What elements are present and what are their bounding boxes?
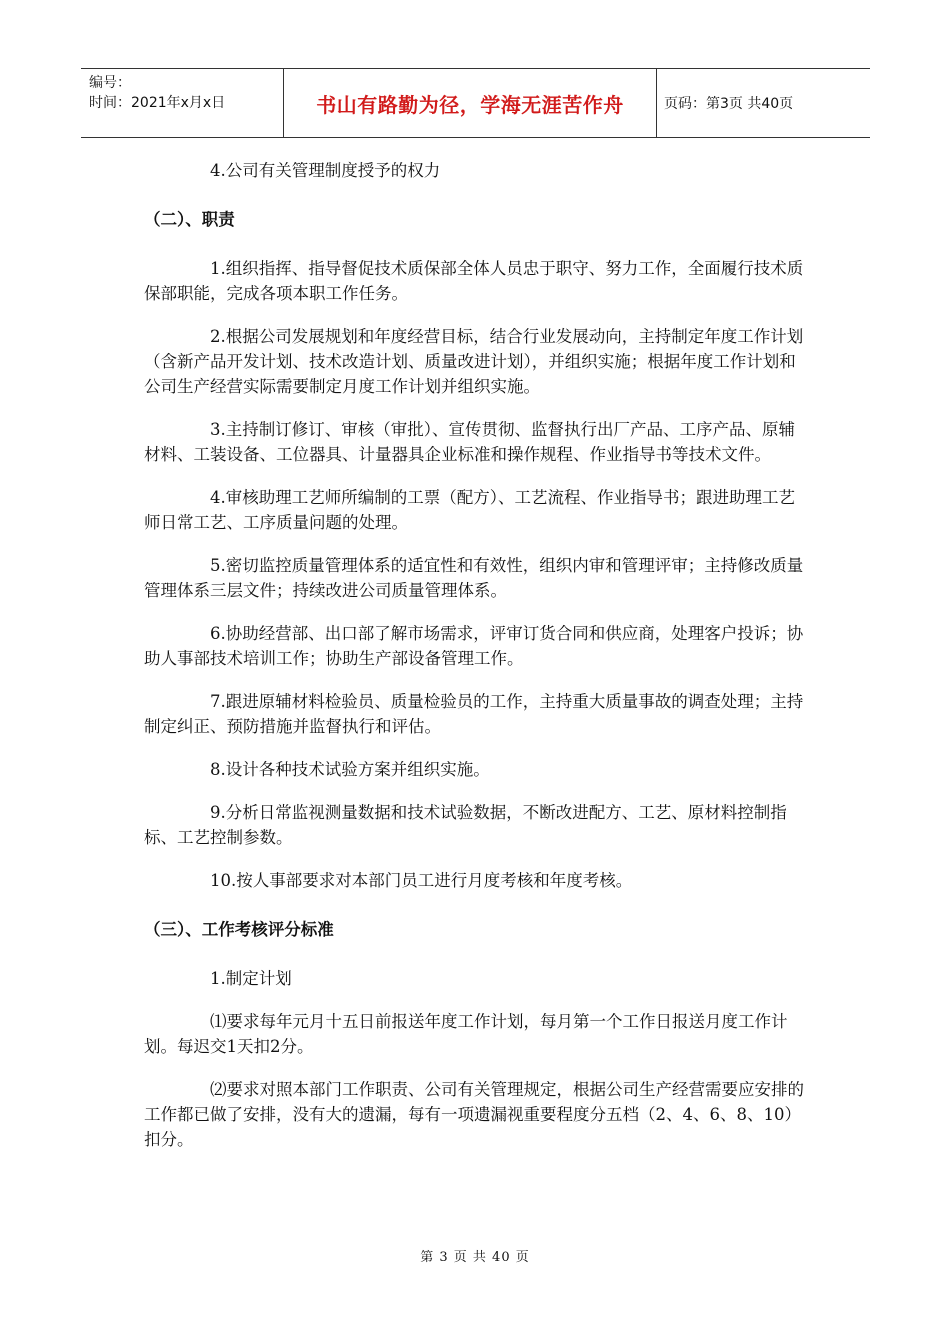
paragraph: 7.跟进原辅材料检验员、质量检验员的工作，主持重大质量事故的调查处理；主持制定纠正、预防措施并监督执行和评估。 [144, 692, 804, 736]
paragraph: 9.分析日常监视测量数据和技术试验数据，不断改进配方、工艺、原材料控制指标、工艺控制参数。 [144, 803, 787, 847]
section-heading: （三）、工作考核评分标准 [144, 920, 334, 939]
section-heading: （二）、职责 [144, 210, 235, 229]
header-meta [81, 69, 283, 137]
paragraph: 1.制定计划 [210, 969, 292, 988]
paragraph: 4.公司有关管理制度授予的权力 [210, 161, 441, 180]
header-motto: 书山有路勤为径，学海无涯苦作舟 [283, 69, 657, 137]
paragraph: 6.协助经营部、出口部了解市场需求，评审订货合同和供应商，处理客户投诉；协助人事部技术培训工作；协助生产部设备管理工作。 [144, 624, 804, 668]
paragraph: ⑴要求每年元月十五日前报送年度工作计划，每月第一个工作日报送月度工作计划。每迟交1天扣2分。 [144, 1012, 788, 1056]
date-line: 时间：2021年x月x日 [89, 95, 226, 111]
header-page-info: 页码：第3页 共40页 [664, 96, 794, 112]
paragraph: 3.主持制订修订、审核（审批）、宣传贯彻、监督执行出厂产品、工序产品、原辅材料、工装设备、工位器具、计量器具企业标准和操作规程、作业指导书等技术文件。 [144, 420, 795, 464]
document-header [81, 68, 870, 138]
paragraph: 1.组织指挥、指导督促技术质保部全体人员忠于职守、努力工作，全面履行技术质保部职能，完成各项本职工作任务。 [144, 259, 804, 303]
paragraph: 4.审核助理工艺师所编制的工票（配方）、工艺流程、作业指导书；跟进助理工艺师日常工艺、工序质量问题的处理。 [144, 488, 795, 532]
paragraph: ⑵要求对照本部门工作职责、公司有关管理规定，根据公司生产经营需要应安排的工作都已做了安排，没有大的遗漏，每有一项遗漏视重要程度分五档（2、4、6、8、10）扣分。 [144, 1080, 804, 1149]
page-footer: 第 3 页 共 40 页 [420, 1250, 530, 1265]
paragraph: 10.按人事部要求对本部门员工进行月度考核和年度考核。 [210, 871, 633, 890]
code-label: 编号： [89, 75, 131, 91]
paragraph: 2.根据公司发展规划和年度经营目标，结合行业发展动向，主持制定年度工作计划（含新产品开发计划、技术改造计划、质量改进计划），并组织实施；根据年度工作计划和公司生产经营实际需要制定月度工作计划并组织实施。 [144, 327, 804, 396]
paragraph: 8.设计各种技术试验方案并组织实施。 [210, 760, 490, 779]
document-body [144, 158, 808, 1170]
paragraph: 5.密切监控质量管理体系的适宜性和有效性，组织内审和管理评审；主持修改质量管理体系三层文件；持续改进公司质量管理体系。 [144, 556, 804, 600]
